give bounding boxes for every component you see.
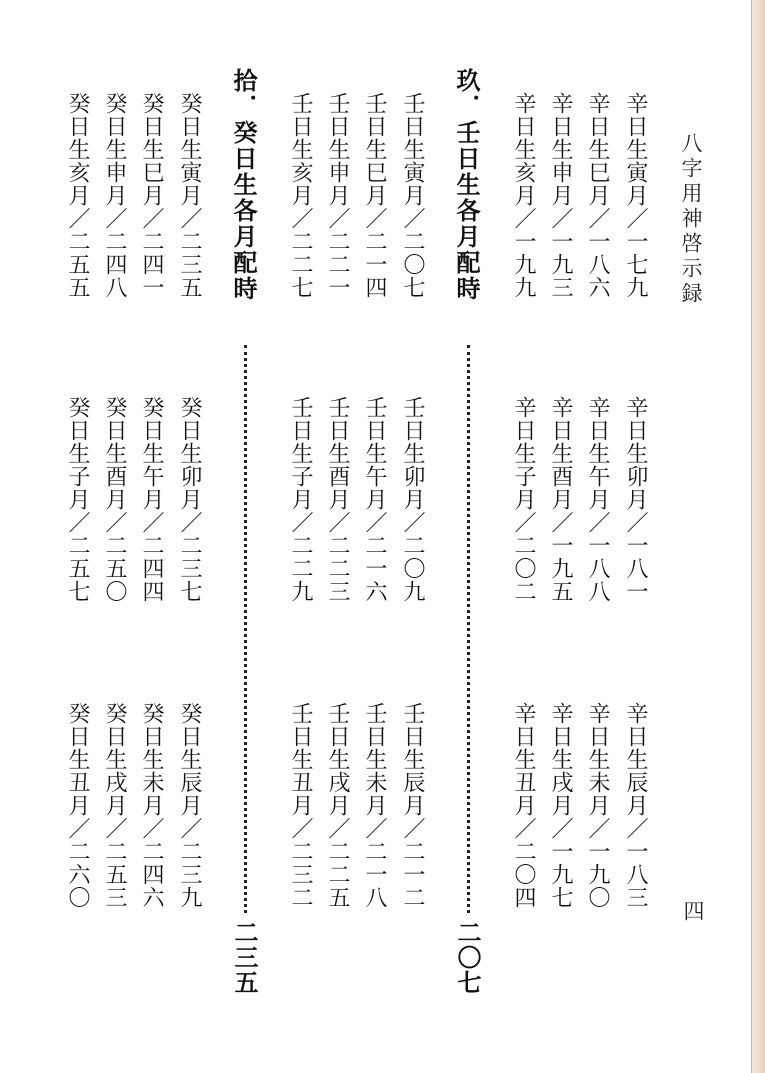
toc-entry[interactable]: 癸日生丑月／二六〇 bbox=[65, 702, 90, 909]
toc-entry[interactable]: 壬日生寅月／二〇七 bbox=[400, 92, 425, 299]
toc-entry[interactable]: 癸日生酉月／二五〇 bbox=[102, 396, 127, 603]
toc-entry[interactable]: 癸日生戌月／二五三 bbox=[102, 702, 127, 909]
toc-entry[interactable]: 癸日生午月／二四四 bbox=[139, 396, 164, 603]
toc-entry[interactable]: 壬日生丑月／二三二 bbox=[288, 702, 313, 909]
toc-entry[interactable]: 辛日生寅月／一七九 bbox=[623, 92, 648, 299]
toc-entry[interactable]: 癸日生子月／二五七 bbox=[65, 396, 90, 603]
toc-entry[interactable]: 壬日生巳月／二一四 bbox=[362, 92, 387, 299]
toc-entry[interactable]: 壬日生酉月／二二三 bbox=[325, 396, 350, 603]
toc-entry[interactable]: 辛日生丑月／二〇四 bbox=[511, 702, 536, 909]
toc-entry[interactable]: 癸日生亥月／二五五 bbox=[65, 92, 90, 299]
toc-entry[interactable]: 辛日生卯月／一八一 bbox=[623, 396, 648, 603]
toc-entry[interactable]: 癸日生未月／二四六 bbox=[139, 702, 164, 909]
toc-entry[interactable]: 辛日生子月／二〇二 bbox=[511, 396, 536, 603]
section-page-number: 二〇七 bbox=[453, 920, 481, 995]
page-edge bbox=[751, 0, 765, 1073]
dot-leader bbox=[244, 345, 247, 913]
section-page-number: 二三五 bbox=[230, 920, 258, 995]
toc-entry[interactable]: 壬日生未月／二一八 bbox=[362, 702, 387, 909]
toc-entry[interactable]: 癸日生寅月／二三五 bbox=[177, 92, 202, 299]
toc-entry[interactable]: 癸日生卯月／二三七 bbox=[177, 396, 202, 603]
toc-entry[interactable]: 辛日生亥月／一九九 bbox=[511, 92, 536, 299]
running-title: 八字用神啓示録 bbox=[679, 132, 703, 307]
toc-entry[interactable]: 壬日生辰月／二一二 bbox=[400, 702, 425, 909]
dot-leader bbox=[467, 345, 470, 913]
toc-entry[interactable]: 癸日生巳月／二四一 bbox=[139, 92, 164, 299]
toc-entry[interactable]: 辛日生午月／一八八 bbox=[585, 396, 610, 603]
toc-entry[interactable]: 壬日生申月／二二一 bbox=[325, 92, 350, 299]
toc-entry[interactable]: 辛日生巳月／一八六 bbox=[585, 92, 610, 299]
toc-entry[interactable]: 癸日生申月／二四八 bbox=[102, 92, 127, 299]
toc-entry[interactable]: 壬日生亥月／二二七 bbox=[288, 92, 313, 299]
toc-entry[interactable]: 壬日生子月／二二九 bbox=[288, 396, 313, 603]
toc-entry[interactable]: 壬日生戌月／二二五 bbox=[325, 702, 350, 909]
page-number: 四 bbox=[681, 900, 705, 921]
toc-entry[interactable]: 辛日生酉月／一九五 bbox=[548, 396, 573, 603]
toc-entry[interactable]: 壬日生卯月／二〇九 bbox=[400, 396, 425, 603]
toc-entry[interactable]: 辛日生辰月／一八三 bbox=[623, 702, 648, 909]
toc-entry[interactable]: 辛日生未月／一九〇 bbox=[585, 702, 610, 909]
toc-entry[interactable]: 癸日生辰月／二三九 bbox=[177, 702, 202, 909]
toc-entry[interactable]: 辛日生申月／一九三 bbox=[548, 92, 573, 299]
toc-entry[interactable]: 辛日生戌月／一九七 bbox=[548, 702, 573, 909]
section-heading[interactable]: 拾．癸日生各月配時 bbox=[229, 68, 257, 302]
toc-entry[interactable]: 壬日生午月／二一六 bbox=[362, 396, 387, 603]
section-heading[interactable]: 玖．壬日生各月配時 bbox=[452, 68, 480, 302]
